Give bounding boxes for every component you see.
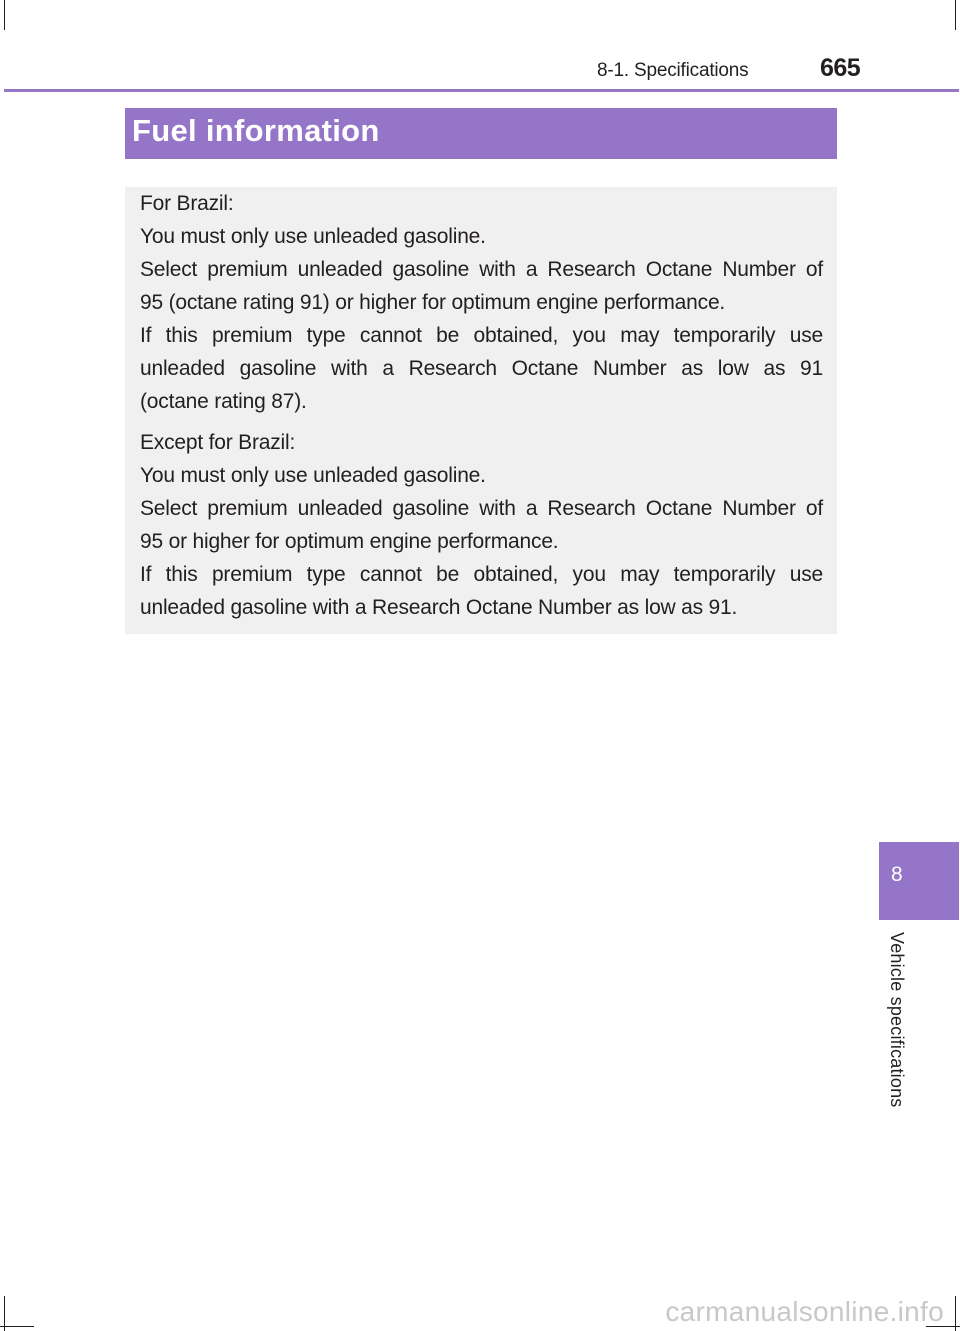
section-heading: 8-1. Specifications [597,60,749,81]
except-brazil-heading: Except for Brazil: [140,431,296,454]
chapter-number: 8 [891,863,903,886]
header-divider [4,89,959,92]
except-brazil-text: unleaded gasoline with a Research Octane Number as low as 91. [140,596,738,619]
chapter-label: Vehicle specifications [887,932,907,1108]
except-brazil-text: Select premium unleaded gasoline with a Research Octane Number of [140,497,823,520]
page-title: Fuel information [132,113,380,148]
title-bar [125,108,837,159]
crop-mark [4,0,5,30]
brazil-text: If this premium type cannot be obtained, you may temporarily use [140,324,823,347]
brazil-heading: For Brazil: [140,192,234,215]
brazil-text: Select premium unleaded gasoline with a Research Octane Number of [140,258,823,281]
brazil-text: unleaded gasoline with a Research Octane Number as low as 91 [140,357,823,380]
except-brazil-text: If this premium type cannot be obtained, you may temporarily use [140,563,823,586]
brazil-text: 95 (octane rating 91) or higher for optimum engine performance. [140,291,726,314]
brazil-text: You must only use unleaded gasoline. [140,225,486,248]
chapter-tab [879,842,959,920]
crop-mark [0,1326,34,1327]
page-number: 665 [820,54,861,82]
except-brazil-text: 95 or higher for optimum engine performance. [140,530,559,553]
except-brazil-text: You must only use unleaded gasoline. [140,464,486,487]
fuel-info-content [140,187,823,624]
paragraph-gap [140,418,823,426]
watermark: carmanualsonline.info [665,1296,944,1327]
brazil-text: (octane rating 87). [140,390,307,413]
crop-mark [955,0,956,30]
fuel-info-box [125,187,837,634]
